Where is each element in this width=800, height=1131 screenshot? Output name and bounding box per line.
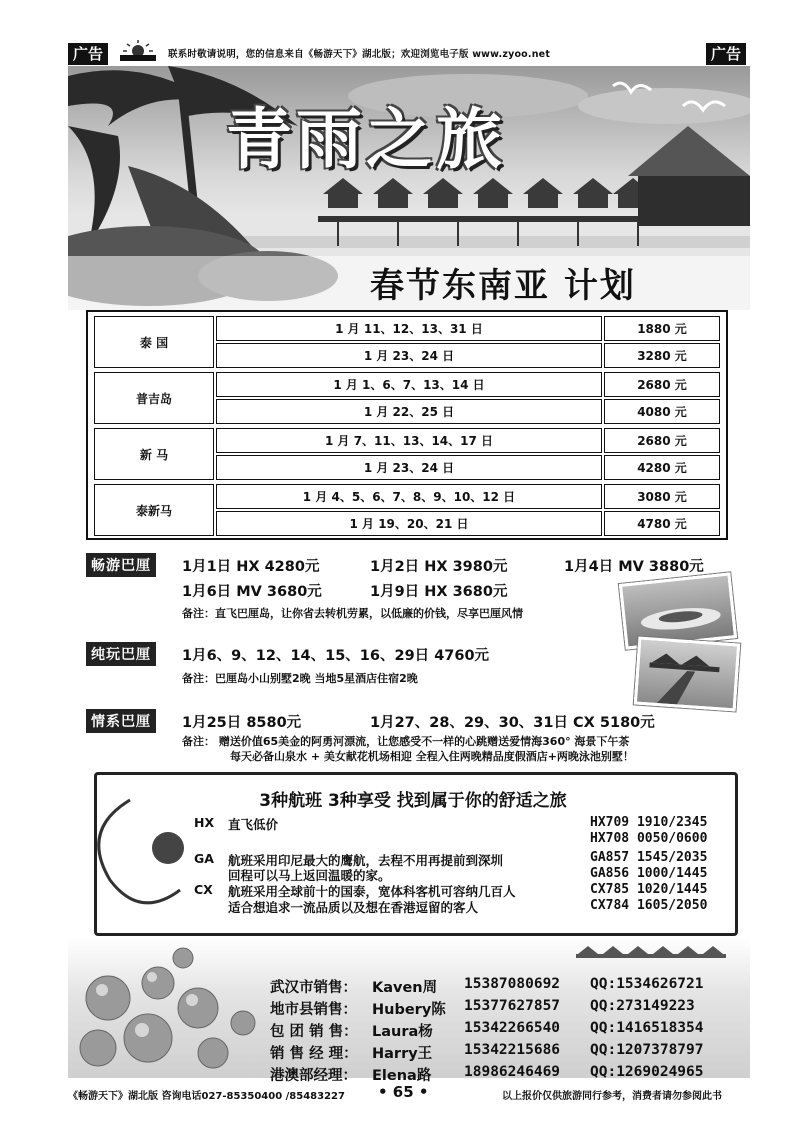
dest-cell: 泰 国 [94, 316, 214, 368]
footer-left: 《畅游天下》湖北版 咨询电话027-85350400 /85483227 [68, 1091, 345, 1102]
contact-qq: QQ:1207378797 [590, 1042, 704, 1058]
qingxi-trip: 1月25日 8580元 [182, 715, 302, 731]
flight-desc: 直飞低价 [228, 817, 279, 832]
flight-code: HX [194, 815, 215, 830]
price-cell: 4280 元 [604, 455, 720, 480]
hero-title: 青雨之旅 [226, 100, 506, 178]
price-cell: 3280 元 [604, 343, 720, 368]
qingxi-bali-label: 情系巴厘 [86, 709, 156, 733]
flight-code: CX [194, 882, 213, 897]
changyou-trip: 1月2日 HX 3980元 [370, 559, 508, 575]
contact-role: 武汉市销售： [270, 980, 357, 996]
contact-qq: QQ:1269024965 [590, 1064, 704, 1080]
chunwan-bali-label: 纯玩巴厘 [86, 642, 156, 666]
contact-role: 包 团 销 售： [270, 1024, 358, 1040]
contact-phone: 18986246469 [464, 1064, 561, 1080]
contact-qq: QQ:273149223 [590, 998, 695, 1014]
contact-role: 销 售 经 理： [270, 1046, 358, 1062]
contact-phone: 15342266540 [464, 1020, 561, 1036]
changyou-trip: 1月4日 MV 3880元 [564, 559, 704, 575]
flight-desc: 航班采用印尼最大的鹰航，去程不用再提前到深圳 [228, 853, 504, 868]
flight-schedule: GA856 1000/1445 [590, 866, 708, 881]
changyou-trip: 1月6日 MV 3680元 [182, 584, 322, 600]
contact-name: Kaven周 [372, 980, 438, 996]
price-cell: 4780 元 [604, 511, 720, 536]
flight-desc: 适合想追求一流品质以及想在香港逗留的客人 [228, 900, 479, 915]
changyou-note: 备注：直飞巴厘岛，让你省去转机劳累，以低廉的价钱，尽享巴厘风情 [182, 607, 523, 620]
contact-phone: 15377627857 [464, 998, 561, 1014]
contact-qq: QQ:1416518354 [590, 1020, 704, 1036]
contact-phone: 15387080692 [464, 976, 561, 992]
qingxi-trip: 1月27、28、29、30、31日 CX 5180元 [370, 715, 655, 731]
flight-schedule: HX709 1910/2345 [590, 815, 708, 830]
logo-icon [118, 40, 158, 62]
flight-desc: 回程可以马上返回温暖的家。 [228, 868, 391, 883]
dates-cell: 1 月 19、20、21 日 [216, 511, 602, 536]
flight-schedule: GA857 1545/2035 [590, 850, 708, 865]
flight-schedule: CX784 1605/2050 [590, 898, 708, 913]
flight-schedule: CX785 1020/1445 [590, 882, 708, 897]
contact-role: 港澳部经理： [270, 1068, 357, 1084]
ad-label-left: 广告 [68, 43, 108, 65]
header-notice: 联系时敬请说明，您的信息来自《畅游天下》湖北版；欢迎浏览电子版 www.zyoo.net [168, 49, 551, 60]
contact-qq: QQ:1534626721 [590, 976, 704, 992]
dates-cell: 1 月 1、6、7、13、14 日 [216, 372, 602, 397]
chunwan-trip: 1月6、9、12、14、15、16、29日 4760元 [182, 648, 490, 664]
qingxi-note: 每天必备山泉水 + 美女献花机场相迎 全程入住两晚精品度假酒店+两晚泳池别墅！ [230, 750, 634, 763]
dest-cell: 泰新马 [94, 484, 214, 536]
changyou-bali-label: 畅游巴厘 [86, 553, 156, 577]
price-cell: 4080 元 [604, 399, 720, 424]
dest-cell: 普吉岛 [94, 372, 214, 424]
contact-name: Elena路 [372, 1068, 432, 1084]
dates-cell: 1 月 4、5、6、7、8、9、10、12 日 [216, 484, 602, 509]
schedule-table [86, 310, 728, 540]
flights-title: 3种航班 3种享受 找到属于你的舒适之旅 [259, 791, 567, 811]
contact-name: Laura杨 [372, 1024, 433, 1040]
flight-code: GA [194, 851, 214, 866]
flight-schedule: HX708 0050/0600 [590, 831, 708, 846]
dest-cell: 新 马 [94, 428, 214, 480]
dates-cell: 1 月 23、24 日 [216, 455, 602, 480]
contact-role: 地市县销售： [270, 1002, 357, 1018]
qingxi-note: 备注： 赠送价值65美金的阿勇河漂流，让您感受不一样的心跳赠送爱情海360° 海景下午茶 [182, 735, 630, 748]
flight-desc: 航班采用全球前十的国泰，宽体科客机可容纳几百人 [228, 884, 516, 899]
price-cell: 1880 元 [604, 316, 720, 341]
changyou-trip: 1月9日 HX 3680元 [370, 584, 508, 600]
changyou-trip: 1月1日 HX 4280元 [182, 559, 320, 575]
dates-cell: 1 月 11、12、13、31 日 [216, 316, 602, 341]
island-photo [619, 572, 737, 649]
dates-cell: 1 月 23、24 日 [216, 343, 602, 368]
hero-subtitle: 春节东南亚 计划 [370, 266, 636, 306]
ad-label-right: 广告 [706, 43, 746, 65]
dates-cell: 1 月 22、25 日 [216, 399, 602, 424]
page-number: • 65 • [378, 1083, 429, 1101]
villa-photo [634, 637, 740, 712]
dates-cell: 1 月 7、11、13、14、17 日 [216, 428, 602, 453]
price-cell: 2680 元 [604, 428, 720, 453]
footer-right: 以上报价仅供旅游同行参考，消费者请勿参阅此书 [502, 1091, 722, 1102]
contact-phone: 15342215686 [464, 1042, 561, 1058]
price-cell: 3080 元 [604, 484, 720, 509]
price-cell: 2680 元 [604, 372, 720, 397]
chunwan-note: 备注：巴厘岛小山别墅2晚 当地5星酒店住宿2晚 [182, 672, 418, 685]
contact-name: Hubery陈 [372, 1002, 446, 1018]
contact-name: Harry王 [372, 1046, 433, 1062]
